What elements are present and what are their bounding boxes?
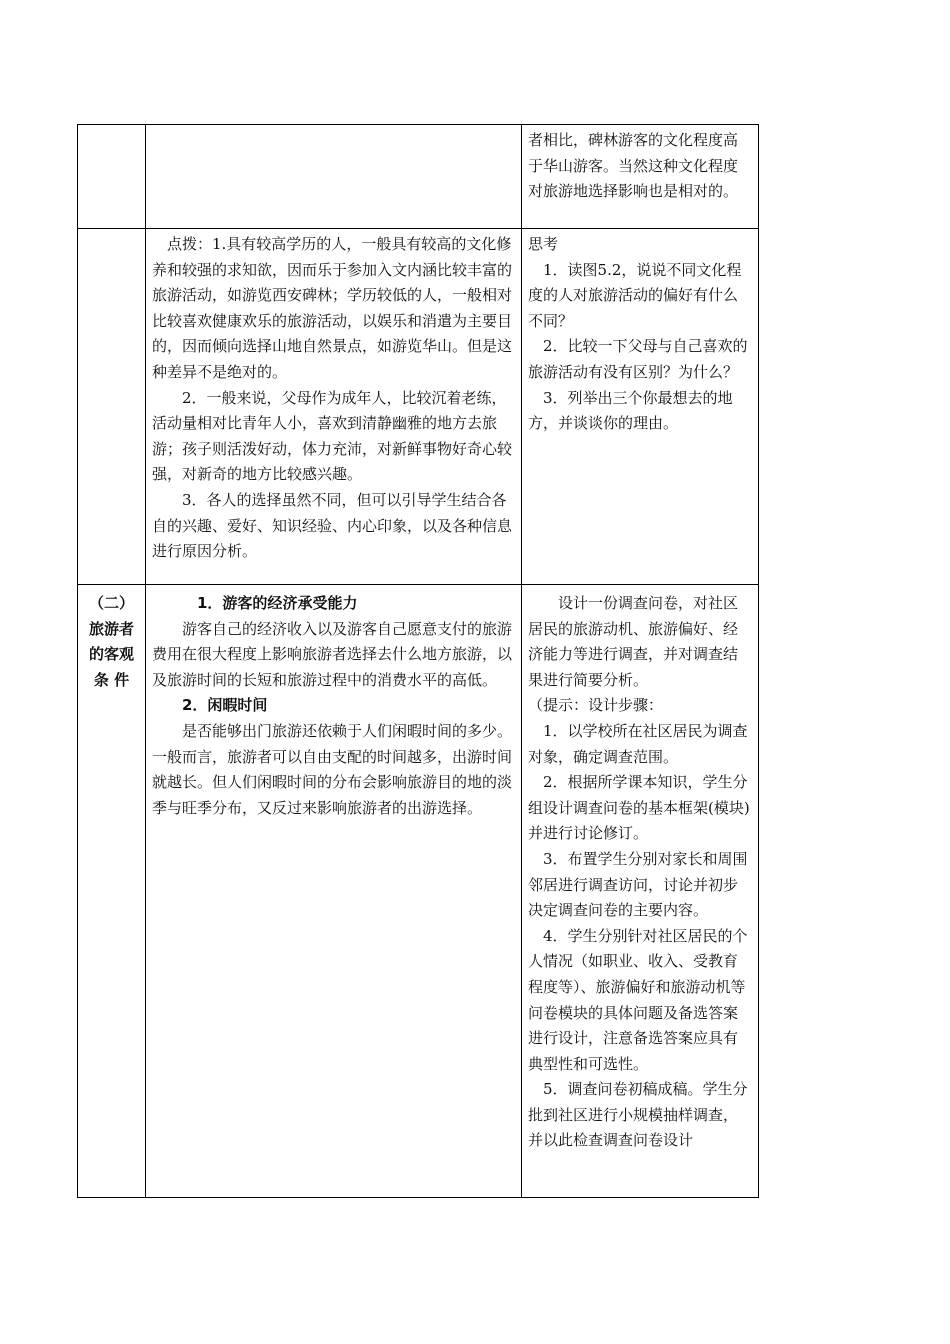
activity-cell bbox=[522, 229, 759, 585]
lesson-table bbox=[77, 124, 759, 1198]
step: 4．学生分别针对社区居民的个人情况（如职业、收入、受教育程度等）、旅游偏好和旅游动机等问卷模块的具体问题及备选答案进行设计，注意备选答案应具有典型性和可选性。 bbox=[528, 926, 748, 1073]
label-line: 旅游者 bbox=[88, 619, 134, 638]
step: 2．根据所学课本知识，学生分组设计调查问卷的基本框架(模块)并进行讨论修订。 bbox=[528, 773, 750, 843]
content-cell bbox=[146, 585, 522, 1198]
content-cell bbox=[146, 229, 522, 585]
step: 5．调查问卷初稿成稿。学生分批到社区进行小规模抽样调查，并以此检查调查问卷设计 bbox=[528, 1080, 748, 1150]
label-cell bbox=[78, 125, 146, 229]
hint-text: （提示：设计步骤： bbox=[528, 696, 664, 715]
table-row bbox=[78, 585, 759, 1198]
content-cell bbox=[146, 125, 522, 229]
activity-cell bbox=[522, 585, 759, 1198]
paragraph: 3．各人的选择虽然不同，但可以引导学生结合各自的兴趣、爱好、知识经验、内心印象，以及各种信息进行原因分析。 bbox=[152, 490, 513, 561]
question: 1．读图5.2，说说不同文化程度的人对旅游活动的偏好有什么不同？ bbox=[528, 260, 742, 330]
question: 2．比较一下父母与自己喜欢的旅游活动有没有区别？为什么？ bbox=[528, 337, 748, 381]
table-row bbox=[78, 125, 759, 229]
label-line: 条 件 bbox=[93, 670, 130, 689]
paragraph: 2．一般来说，父母作为成年人，比较沉着老练，活动量相对比青年人小，喜欢到清静幽雅的地方去旅游；孩子则活泼好动，体力充沛，对新鲜事物好奇心较强，对新奇的地方比较感兴趣。 bbox=[152, 388, 513, 484]
paragraph: 点拨：1.具有较高学历的人，一般具有较高的文化修养和较强的求知欲，因而乐于参加入文内涵比较丰富的旅游活动，如游览西安碑林；学历较低的人，一般相对比较喜欢健康欢乐的旅游活动，以娱乐和消遣为主要目的，因而倾向选择山地自然景点，如游览华山。但是这种差异不是绝对的。 bbox=[152, 235, 513, 381]
question: 3．列举出三个你最想去的地方，并谈谈你的理由。 bbox=[528, 388, 733, 433]
paragraph: 是否能够出门旅游还依赖于人们闲暇时间的多少。一般而言，旅游者可以自由支配的时间越多，出游时间就越长。但人们闲暇时间的分布会影响旅游目的地的淡季与旺季分布，又反过来影响旅游者的出游选择。 bbox=[152, 721, 513, 817]
paragraph: 游客自己的经济收入以及游客自己愿意支付的旅游费用在很大程度上影响旅游者选择去什么地方旅游，以及旅游时间的长短和旅游过程中的消费水平的高低。 bbox=[152, 619, 513, 689]
label-cell bbox=[78, 585, 146, 1198]
table-row bbox=[78, 229, 759, 585]
paragraph: 者相比，碑林游客的文化程度高于华山游客。当然这种文化程度对旅游地选择影响也是相对的。 bbox=[528, 131, 739, 201]
section-heading: 2．闲暇时间 bbox=[182, 696, 268, 715]
section-title: 思考 bbox=[528, 235, 559, 253]
label-line: 的客观 bbox=[88, 645, 134, 664]
step: 1．以学校所在社区居民为调查对象，确定调查范围。 bbox=[528, 721, 748, 766]
paragraph: 设计一份调查问卷，对社区居民的旅游动机、旅游偏好、经济能力等进行调查，并对调查结果进行简要分析。 bbox=[528, 594, 739, 689]
step: 3．布置学生分别对家长和周围邻居进行调查访问，讨论并初步决定调查问卷的主要内容。 bbox=[528, 849, 748, 920]
label-cell bbox=[78, 229, 146, 585]
activity-cell bbox=[522, 125, 759, 229]
label-line: （二） bbox=[88, 594, 134, 612]
section-heading: 1．游客的经济承受能力 bbox=[197, 594, 358, 612]
